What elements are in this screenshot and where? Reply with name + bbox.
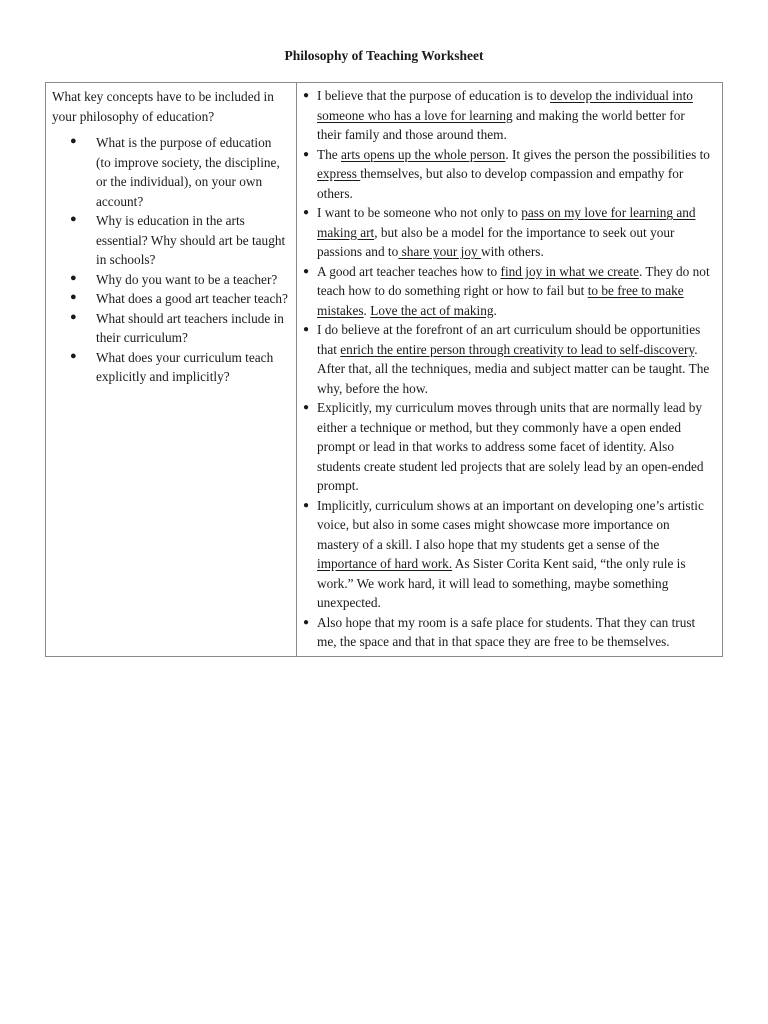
text-segment: with others. [480,244,544,259]
answers-cell [297,83,723,657]
text-segment: As Sister Corita Kent said, “the only rule is work.” We work hard, it will lead to something, maybe something unexpected. [317,556,686,610]
bullet-icon: ● [70,349,77,362]
underlined-phrase: express [317,166,361,181]
underlined-phrase: find joy in what we create [500,263,639,279]
list-item [52,289,288,309]
bullet-icon: ● [303,207,310,218]
underlined-phrase: share your joy [398,244,481,259]
text-segment: . They do not teach how to do something right or how to fail but [317,263,710,298]
answer-item [302,262,712,321]
bullet-icon: ● [70,213,77,225]
bullet-icon: ● [303,499,310,511]
text-segment: themselves, but also to develop compassion and empathy for others. [317,166,684,201]
bullet-icon: ● [70,135,77,147]
answer-item [302,145,712,204]
bullet-icon: ● [303,402,310,413]
text-segment: I do believe at the forefront of an art curriculum should be opportunities that [317,322,701,357]
underlined-phrase: pass on my love for learning and making art [317,205,696,240]
answer-text [317,322,709,396]
list-item [52,309,288,348]
bullet-icon: ● [303,265,310,277]
sub-question: What is the purpose of education (to improve society, the discipline, or the individual), on your own account? [96,135,280,209]
answer-item [302,320,712,398]
bullet-icon: ● [70,291,77,303]
worksheet-table [45,82,723,657]
underlined-phrase: develop the individual into someone who has a love for learning [317,88,693,123]
underlined-phrase: Love the act of making [370,302,494,318]
sub-question: What does your curriculum teach explicitly and implicitly? [96,349,274,384]
list-item [52,348,288,387]
text-segment: The [317,146,341,162]
text-segment: Implicitly, curriculum shows at an important on developing one’s artistic voice, but also in some cases might showcase more importance on mastery of a skill. I also hope that my students get a sense of the [317,497,704,552]
answer-item [302,398,712,496]
answer-text [317,498,704,611]
list-item [52,211,288,270]
underlined-phrase: importance of hard work. [317,556,453,571]
bullet-icon: ● [303,90,310,101]
sub-question-list [52,133,288,387]
list-item [52,133,288,211]
answer-text [317,88,693,142]
answer-text [317,264,710,318]
answer-item [302,203,712,262]
underlined-phrase: enrich the entire person through creativity to lead to self-discovery [340,341,695,357]
underlined-phrase: arts opens up the whole person [341,146,506,162]
text-segment: A good art teacher teaches how to [317,263,501,279]
page-title: Philosophy of Teaching Worksheet [284,48,484,63]
sub-question: Why is education in the arts essential? Why should art be taught in schools? [96,213,286,267]
text-segment: . It gives the person the possibilities to [505,146,710,162]
answer-item [302,496,712,613]
bullet-icon: ● [303,616,310,628]
sub-question: What should art teachers include in their curriculum? [96,310,284,345]
answer-list [302,86,712,652]
text-segment: Explicitly, my curriculum moves through units that are normally lead by either a technique or method, but they commonly have a open ended prompt or lead in that works to address some facet of identity. Also students create student led projects that are solely lead by an open-ended prompt. [317,400,704,493]
answer-text [317,205,696,259]
bullet-icon: ● [70,310,77,323]
text-segment: . After that, all the techniques, media and subject matter can be taught. The why, before the how. [317,341,710,396]
sub-question: Why do you want to be a teacher? [96,271,278,287]
answer-text [317,400,704,493]
text-segment: . [363,302,371,318]
table-row [46,83,723,657]
text-segment: . [493,302,497,318]
main-question: What key concepts have to be included in your philosophy of education? [52,89,274,124]
answer-item [302,613,712,652]
text-segment: I want to be someone who not only to [317,205,522,220]
sub-question: What does a good art teacher teach? [96,291,288,306]
text-segment: I believe that the purpose of education is to [317,88,550,103]
answer-text [317,147,710,201]
text-segment: Also hope that my room is a safe place for students. That they can trust me, the space and that in that space they are free to be themselves. [317,614,696,649]
bullet-icon: ● [303,324,310,335]
bullet-icon: ● [70,271,77,284]
bullet-icon: ● [303,148,310,160]
answer-item [302,86,712,145]
text-segment: and making the world better for their family and those around them. [317,107,685,142]
list-item [52,270,288,290]
underlined-phrase: to be free to make mistakes [317,283,684,318]
text-segment: , but also be a model for the importance to seek out your passions and to [317,224,675,259]
questions-cell [46,83,297,657]
answer-text [317,615,695,650]
